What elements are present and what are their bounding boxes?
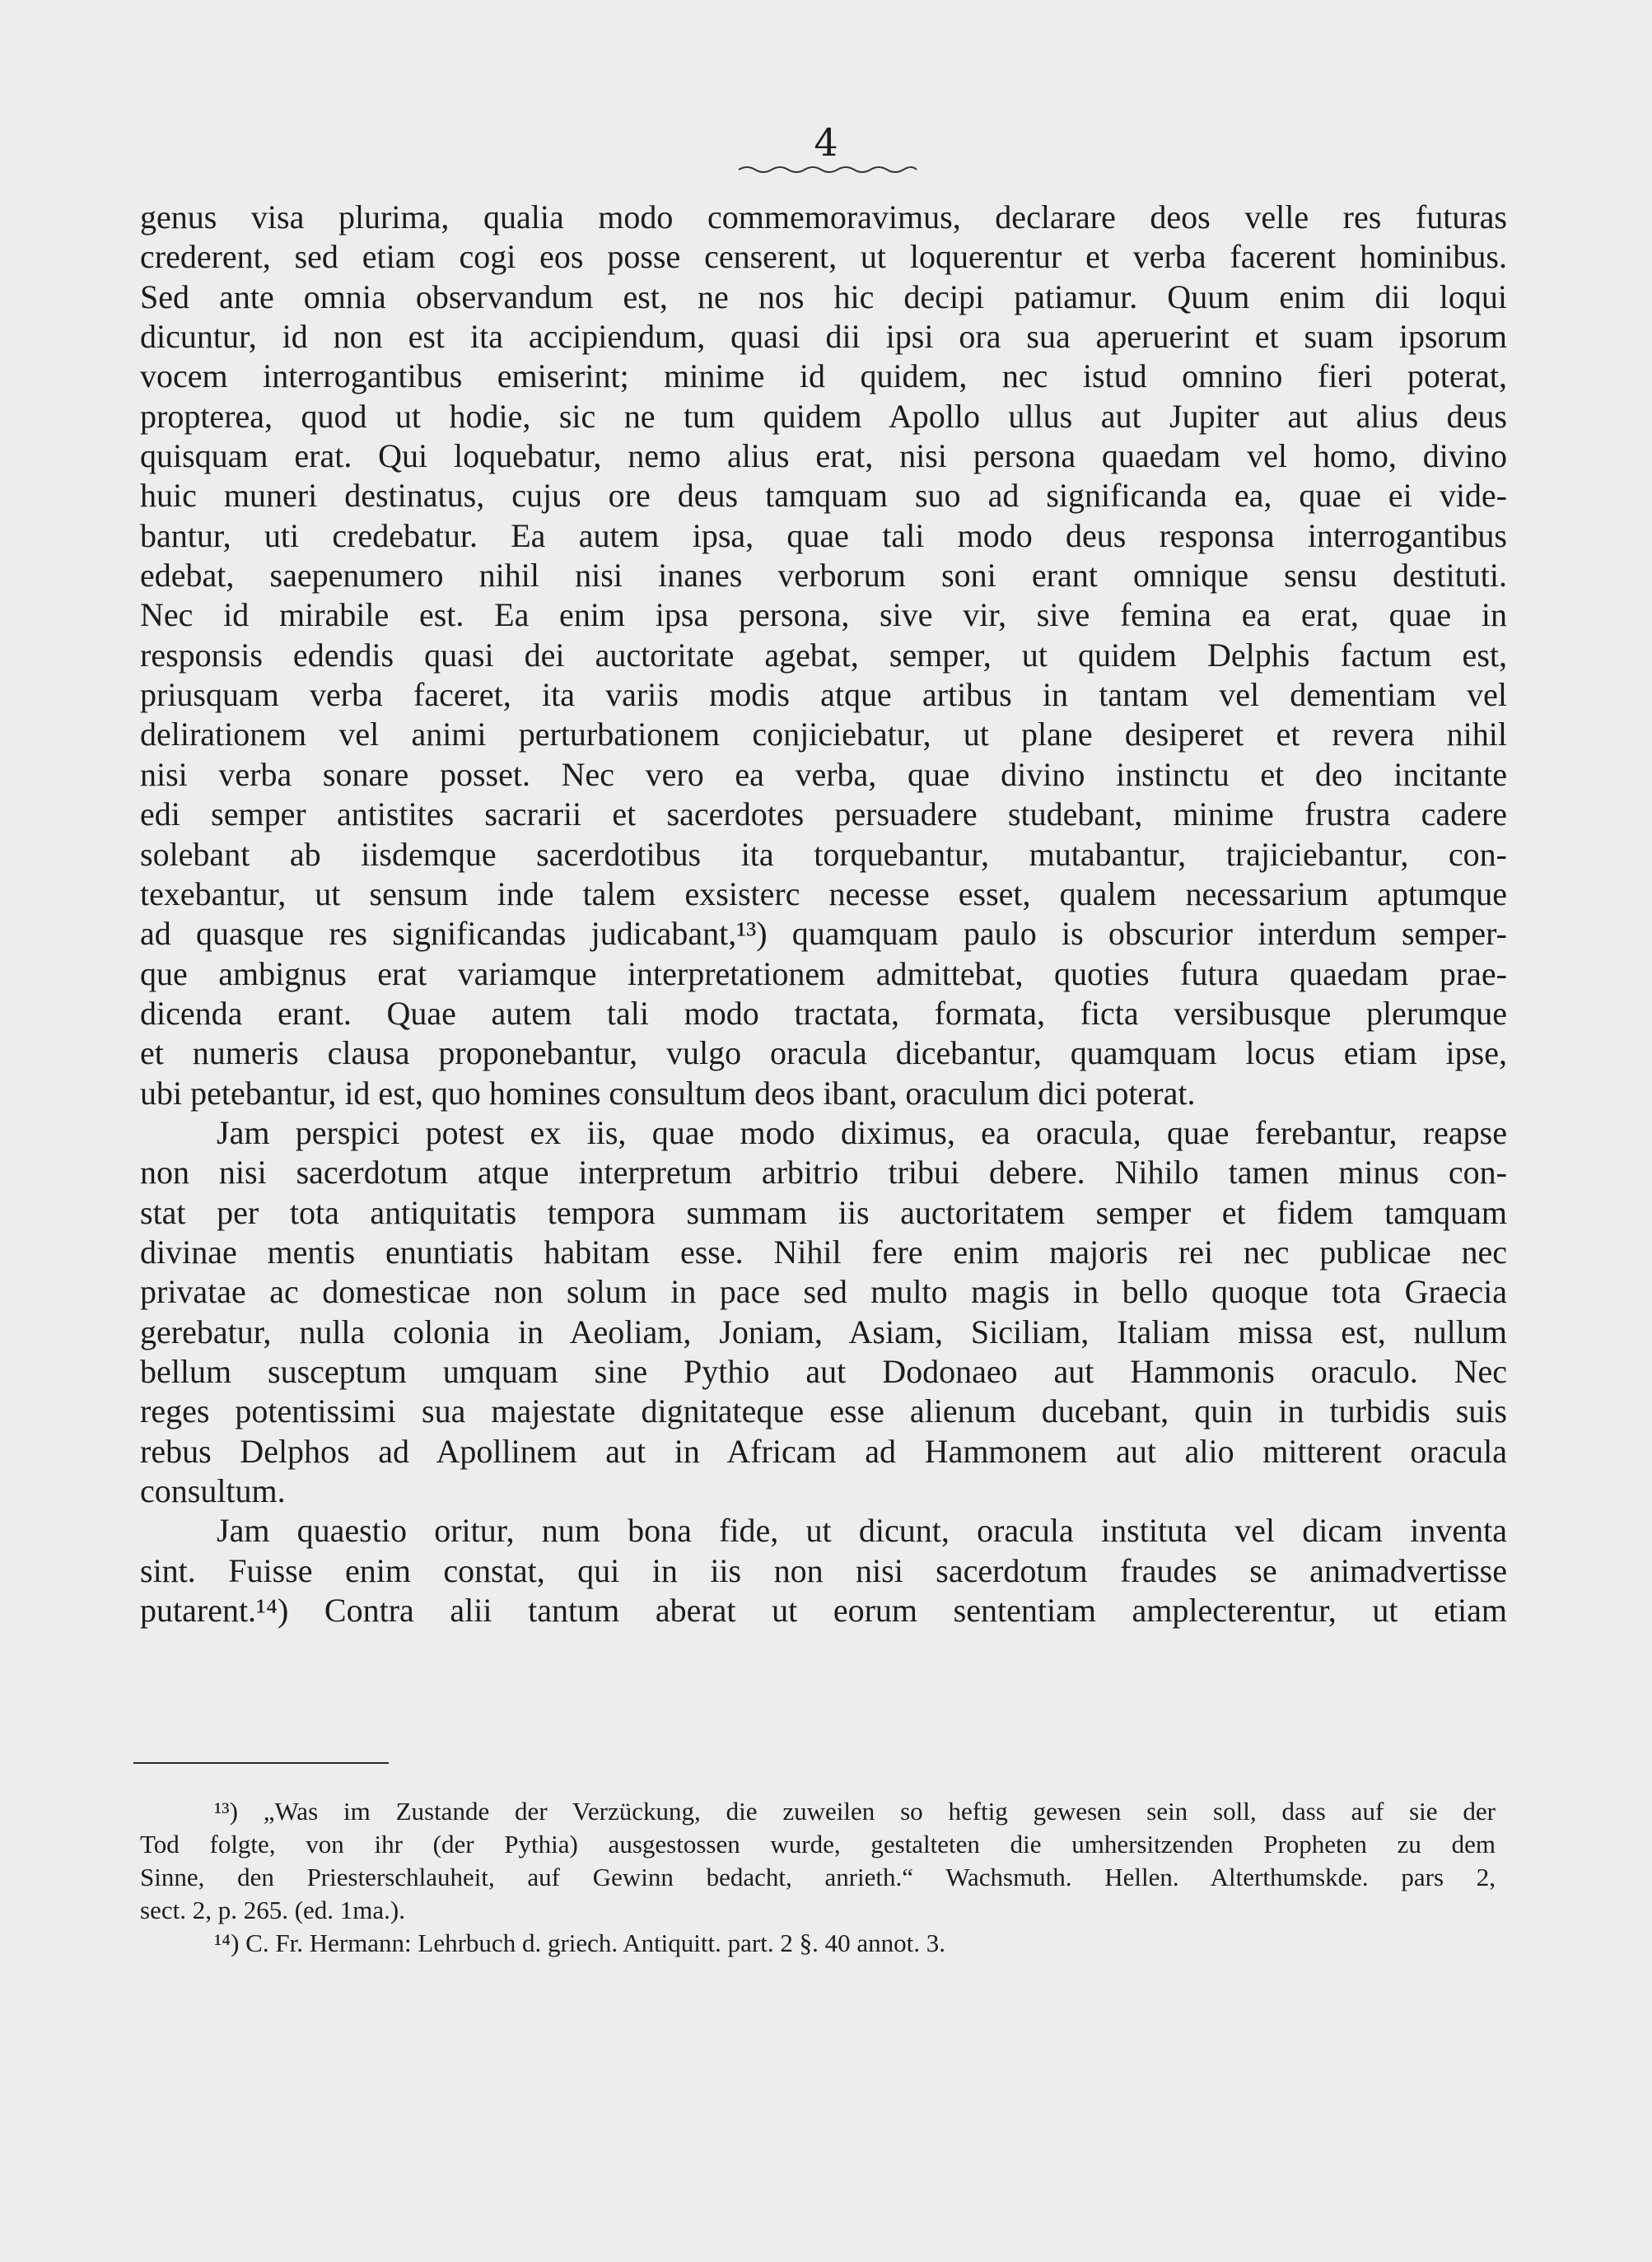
page-number-ornament [737, 162, 918, 177]
footnotes [140, 1795, 1496, 1960]
text-line: gerebatur, nulla colonia in Aeoliam, Joniam, Asiam, Siciliam, Italiam missa est, nullum [140, 1313, 1507, 1350]
text-line: nisi verba sonare posset. Nec vero ea verba, quae divino instinctu et deo incitante [140, 755, 1507, 793]
text-line: genus visa plurima, qualia modo commemoravimus, declarare deos velle res futuras [140, 198, 1507, 236]
text-line: vocem interrogantibus emiserint; minime id quidem, nec istud omnino fieri poterat, [140, 357, 1507, 395]
text-line: priusquam verba faceret, ita variis modis atque artibus in tantam vel dementiam vel [140, 676, 1507, 714]
text-line: non nisi sacerdotum atque interpretum arbitrio tribui debere. Nihilo tamen minus con- [140, 1154, 1507, 1192]
main-text [140, 198, 1507, 1630]
text-line: divinae mentis enuntiatis habitam esse. Nihil fere enim majoris rei nec publicae nec [140, 1233, 1507, 1271]
text-line: huic muneri destinatus, cujus ore deus tamquam suo ad significanda ea, quae ei vide- [140, 477, 1507, 515]
text-line: bantur, uti credebatur. Ea autem ipsa, quae tali modo deus responsa interrogantibus [140, 516, 1507, 554]
text-line: rebus Delphos ad Apollinem aut in Africam ad Hammonem aut alio mitterent oracula [140, 1432, 1507, 1470]
text-line: privatae ac domesticae non solum in pace sed multo magis in bello quoque tota Graecia [140, 1273, 1507, 1311]
footnote-line: Sinne, den Priesterschlauheit, auf Gewinn bedacht, anrieth.“ Wachsmuth. Hellen. Alterthumskde. pars 2, [140, 1863, 1496, 1891]
text-line: stat per tota antiquitatis tempora summam iis auctoritatem semper et fidem tamquam [140, 1193, 1507, 1231]
text-line: dicuntur, id non est ita accipiendum, quasi dii ipsi ora sua aperuerint et suam ipsorum [140, 318, 1507, 356]
text-line: bellum susceptum umquam sine Pythio aut Dodonaeo aut Hammonis oraculo. Nec [140, 1352, 1507, 1390]
text-line: ad quasque res significandas judicabant,¹³) quamquam paulo is obscurior interdum semper- [140, 915, 1507, 953]
text-line: putarent.¹⁴) Contra alii tantum aberat ut eorum sententiam amplecterentur, ut etiam [140, 1592, 1507, 1630]
text-line: Jam quaestio oritur, num bona fide, ut dicunt, oracula instituta vel dicam inventa [217, 1512, 1507, 1550]
text-line: et numeris clausa proponebantur, vulgo oracula dicebantur, quamquam locus etiam ipse, [140, 1034, 1507, 1072]
text-line: Jam perspici potest ex iis, quae modo diximus, ea oracula, quae ferebantur, reapse [217, 1113, 1507, 1151]
text-line: reges potentissimi sua majestate dignitateque esse alienum ducebant, quin in turbidis suis [140, 1392, 1507, 1430]
text-line: propterea, quod ut hodie, sic ne tum quidem Apollo ullus aut Jupiter aut alius deus [140, 397, 1507, 435]
footnote-line: ¹⁴) C. Fr. Hermann: Lehrbuch d. griech. Antiquitt. part. 2 §. 40 annot. 3. [214, 1929, 945, 1957]
text-line: delirationem vel animi perturbationem conjiciebatur, ut plane desiperet et revera nihil [140, 716, 1507, 753]
text-line: consultum. [140, 1472, 286, 1509]
text-line: Sed ante omnia observandum est, ne nos hic decipi patiamur. Quum enim dii loqui [140, 278, 1507, 315]
text-line: ubi petebantur, id est, quo homines consultum deos ibant, oraculum dici poterat. [140, 1074, 1196, 1112]
footnote-rule [133, 1762, 389, 1764]
text-line: crederent, sed etiam cogi eos posse censerent, ut loquerentur et verba facerent hominibus. [140, 238, 1507, 276]
text-line: edi semper antistites sacrarii et sacerdotes persuadere studebant, minime frustra cadere [140, 795, 1507, 833]
footnote-line: sect. 2, p. 265. (ed. 1ma.). [140, 1896, 405, 1924]
page-number: 4 [814, 120, 838, 165]
text-line: que ambignus erat variamque interpretationem admittebat, quoties futura quaedam prae- [140, 954, 1507, 992]
text-line: Nec id mirabile est. Ea enim ipsa persona, sive vir, sive femina ea erat, quae in [140, 596, 1507, 634]
text-line: texebantur, ut sensum inde talem exsisterc necesse esset, qualem necessarium aptumque [140, 874, 1507, 912]
footnote-line: ¹³) „Was im Zustande der Verzückung, die zuweilen so heftig gewesen sein soll, dass auf sie der [214, 1797, 1496, 1826]
text-line: quisquam erat. Qui loquebatur, nemo alius erat, nisi persona quaedam vel homo, divino [140, 437, 1507, 475]
text-line: dicenda erant. Quae autem tali modo tractata, formata, ficta versibusque plerumque [140, 994, 1507, 1032]
text-line: solebant ab iisdemque sacerdotibus ita torquebantur, mutabantur, trajiciebantur, con- [140, 835, 1507, 873]
footnote-line: Tod folgte, von ihr (der Pythia) ausgestossen wurde, gestalteten die umhersitzenden Propheten zu dem [140, 1830, 1496, 1859]
text-line: responsis edendis quasi dei auctoritate agebat, semper, ut quidem Delphis factum est, [140, 636, 1507, 674]
text-line: sint. Fuisse enim constat, qui in iis non nisi sacerdotum fraudes se animadvertisse [140, 1551, 1507, 1589]
text-line: edebat, saepenumero nihil nisi inanes verborum soni erant omnique sensu destituti. [140, 557, 1507, 595]
